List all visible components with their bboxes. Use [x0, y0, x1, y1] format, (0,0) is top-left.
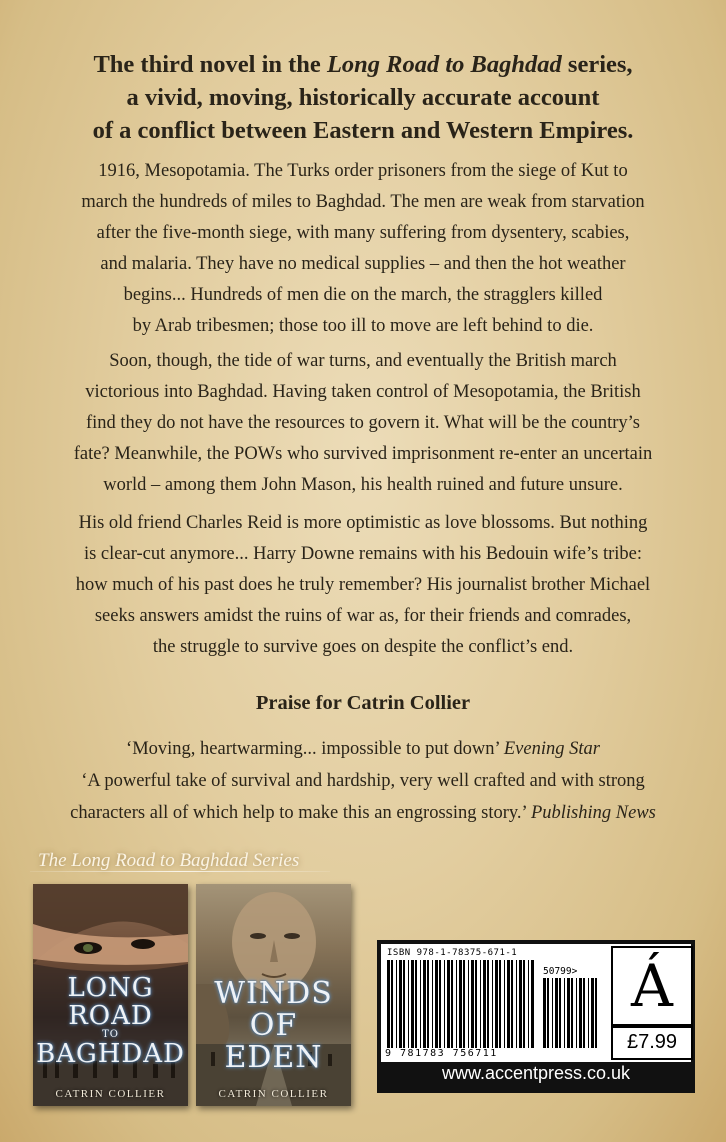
barcode-bar [432, 960, 433, 1048]
barcode-bar [420, 960, 421, 1048]
publisher-logo [611, 946, 693, 1026]
price-addon-code: 50799> [543, 966, 578, 977]
review-quotes [30, 733, 696, 829]
addon-barcode [543, 978, 599, 1048]
synopsis-paragraph-3 [40, 508, 686, 663]
barcode-bar [468, 960, 469, 1048]
barcode-bar [447, 960, 450, 1048]
text-line: after the five-month siege, with many suffering from dysentery, scabies, [96, 223, 630, 243]
barcode-panel [377, 940, 695, 1093]
review-quote-2-line-1: ‘A powerful take of survival and hardship, very well crafted and with strong [81, 771, 645, 791]
barcode-bar [423, 960, 426, 1048]
barcode-bar [588, 978, 589, 1048]
book-title: WINDS OF EDEN [214, 976, 333, 1075]
barcode-bar [444, 960, 445, 1048]
book-cover-long-road-to-baghdad [33, 884, 188, 1106]
review-quote-2-line-2: characters all of which help to make this an engrossing story.’ Publishing News [70, 803, 656, 823]
barcode-bar [403, 960, 405, 1048]
text-line: find they do not have the resources to govern it. What will be the country’s [85, 413, 640, 433]
barcode-bar [552, 978, 553, 1048]
price-box [611, 1026, 693, 1060]
barcode-bar [567, 978, 570, 1048]
barcode-bar [451, 960, 453, 1048]
publisher-website: www.accentpress.co.uk [441, 1063, 631, 1083]
praise-heading: Praise for Catrin Collier [255, 692, 471, 714]
isbn-number: ISBN 978-1-78375-671-1 [387, 948, 518, 958]
book-author: CATRIN COLLIER [55, 1088, 166, 1100]
text-line: seeks answers amidst the ruins of war as, for their friends and comrades, [94, 606, 632, 626]
barcode-bar [528, 960, 529, 1048]
text-line: by Arab tribesmen; those too ill to move are left behind to die. [132, 316, 594, 336]
price: £7.99 [626, 1031, 678, 1053]
barcode-bar [411, 960, 414, 1048]
barcode-bar [571, 978, 573, 1048]
barcode-bar [543, 978, 546, 1048]
barcode-bar [576, 978, 577, 1048]
text-line: the struggle to survive goes on despite the conflict’s end. [152, 637, 574, 657]
book-author: CATRIN COLLIER [218, 1088, 329, 1100]
book-title: LONG ROAD TO BAGHDAD [36, 973, 185, 1069]
barcode-bar [492, 960, 493, 1048]
barcode-bar [595, 978, 597, 1048]
barcode-bar [471, 960, 474, 1048]
text-line: and malaria. They have no medical supplies – and then the hot weather [100, 254, 626, 274]
barcode-bar [583, 978, 585, 1048]
barcode-bar [480, 960, 481, 1048]
barcode-bar [459, 960, 462, 1048]
text-line: begins... Hundreds of men die on the march, the stragglers killed [123, 285, 603, 305]
barcode-bar [391, 960, 393, 1048]
barcode-bar [507, 960, 510, 1048]
barcode-bar [555, 978, 558, 1048]
barcode-bar [495, 960, 498, 1048]
barcode-bar [547, 978, 549, 1048]
barcode-bar [499, 960, 501, 1048]
barcode-bar [519, 960, 522, 1048]
text-line: fate? Meanwhile, the POWs who survived imprisonment re-enter an uncertain [73, 444, 653, 464]
intro-line-1: The third novel in the Long Road to Baghdad series, [93, 51, 633, 78]
barcode-bar [516, 960, 517, 1048]
barcode-bar [511, 960, 513, 1048]
barcode-bar [427, 960, 429, 1048]
barcode-bar [439, 960, 441, 1048]
synopsis-paragraph-1 [40, 156, 686, 342]
barcode-bar [559, 978, 561, 1048]
divider [30, 871, 330, 872]
barcode-bar [475, 960, 477, 1048]
book-cover-winds-of-eden [196, 884, 351, 1106]
quote-source: Evening Star [503, 739, 600, 759]
barcode-bar [415, 960, 417, 1048]
barcode-area [381, 944, 691, 1062]
text-line: His old friend Charles Reid is more optimistic as love blossoms. But nothing [78, 513, 648, 533]
intro-blurb [60, 48, 666, 147]
text-line: march the hundreds of miles to Baghdad. The men are weak from starvation [81, 192, 645, 212]
barcode-bar [531, 960, 534, 1048]
text-line: world – among them John Mason, his health ruined and future unsure. [103, 475, 623, 495]
publisher-logo-letter: Á [631, 952, 673, 1020]
review-quote-1: ‘Moving, heartwarming... impossible to put down’ Evening Star [126, 739, 600, 759]
barcode-bar [435, 960, 438, 1048]
barcode-bar [408, 960, 409, 1048]
text-line: 1916, Mesopotamia. The Turks order prisoners from the siege of Kut to [98, 161, 628, 181]
intro-line-2: a vivid, moving, historically accurate account [126, 84, 600, 111]
barcode-bar [591, 978, 594, 1048]
synopsis-paragraph-2 [40, 346, 686, 501]
barcode-bar [387, 960, 390, 1048]
barcode-bar [504, 960, 505, 1048]
text-line: Soon, though, the tide of war turns, and eventually the British march [109, 351, 617, 371]
barcode-bar [487, 960, 489, 1048]
text-line: victorious into Baghdad. Having taken control of Mesopotamia, the British [85, 382, 641, 402]
barcode-bar [456, 960, 457, 1048]
barcode [387, 960, 537, 1048]
barcode-bar [396, 960, 397, 1048]
barcode-bar [564, 978, 565, 1048]
intro-line-3: of a conflict between Eastern and Western Empires. [92, 117, 634, 144]
barcode-digits: 9 781783 756711 [385, 1048, 498, 1059]
series-title: The Long Road to Baghdad Series [38, 850, 300, 871]
barcode-bar [463, 960, 465, 1048]
text-line: how much of his past does he truly remember? His journalist brother Michael [75, 575, 651, 595]
text-line: is clear-cut anymore... Harry Downe remains with his Bedouin wife’s tribe: [83, 544, 643, 564]
series-name: Long Road to Baghdad [326, 51, 562, 78]
barcode-bar [399, 960, 402, 1048]
quote-source: Publishing News [530, 803, 656, 823]
barcode-bar [523, 960, 525, 1048]
barcode-bar [579, 978, 582, 1048]
barcode-bar [483, 960, 486, 1048]
